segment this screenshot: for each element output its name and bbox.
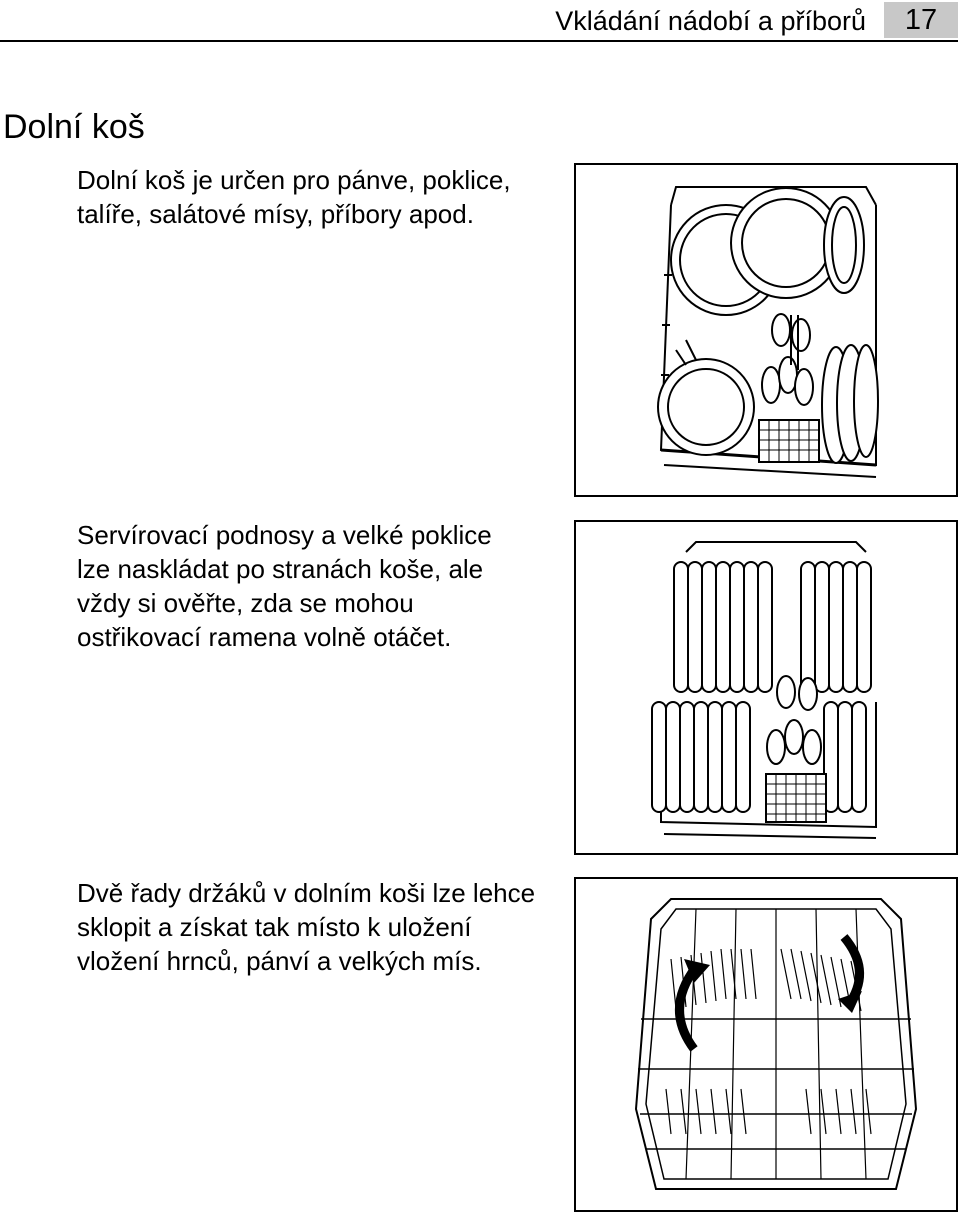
text-line: sklopit a získat tak místo k uložení (77, 912, 472, 942)
header-divider (0, 40, 958, 42)
paragraph-trays-and-lids (77, 518, 492, 654)
figure-basket-with-pans (574, 163, 958, 497)
text-line: talíře, salátové mísy, příbory apod. (77, 199, 474, 229)
figure-basket-with-plates (574, 520, 958, 855)
text-line: lze naskládat po stranách koše, ale (77, 554, 484, 584)
text-line: Dvě řady držáků v dolním koši lze lehce (77, 878, 536, 908)
basket-with-plates-illustration (576, 522, 956, 853)
folding-plate-racks-illustration (576, 879, 956, 1210)
text-line: vždy si ověřte, zda se mohou (77, 588, 414, 618)
text-line: ostřikovací ramena volně otáčet. (77, 622, 452, 652)
page-number: 17 (884, 2, 958, 38)
paragraph-folding-racks (77, 876, 535, 978)
text-line: vložení hrnců, pánví a velkých mís. (77, 946, 482, 976)
paragraph-lower-basket-purpose (77, 163, 511, 231)
text-line: Servírovací podnosy a velké poklice (77, 520, 492, 550)
text-line: Dolní koš je určen pro pánve, poklice, (77, 165, 511, 195)
running-header-title: Vkládání nádobí a příborů (555, 6, 866, 36)
basket-with-pans-illustration (576, 165, 956, 495)
figure-folding-plate-racks (574, 877, 958, 1212)
section-heading: Dolní koš (3, 108, 145, 146)
